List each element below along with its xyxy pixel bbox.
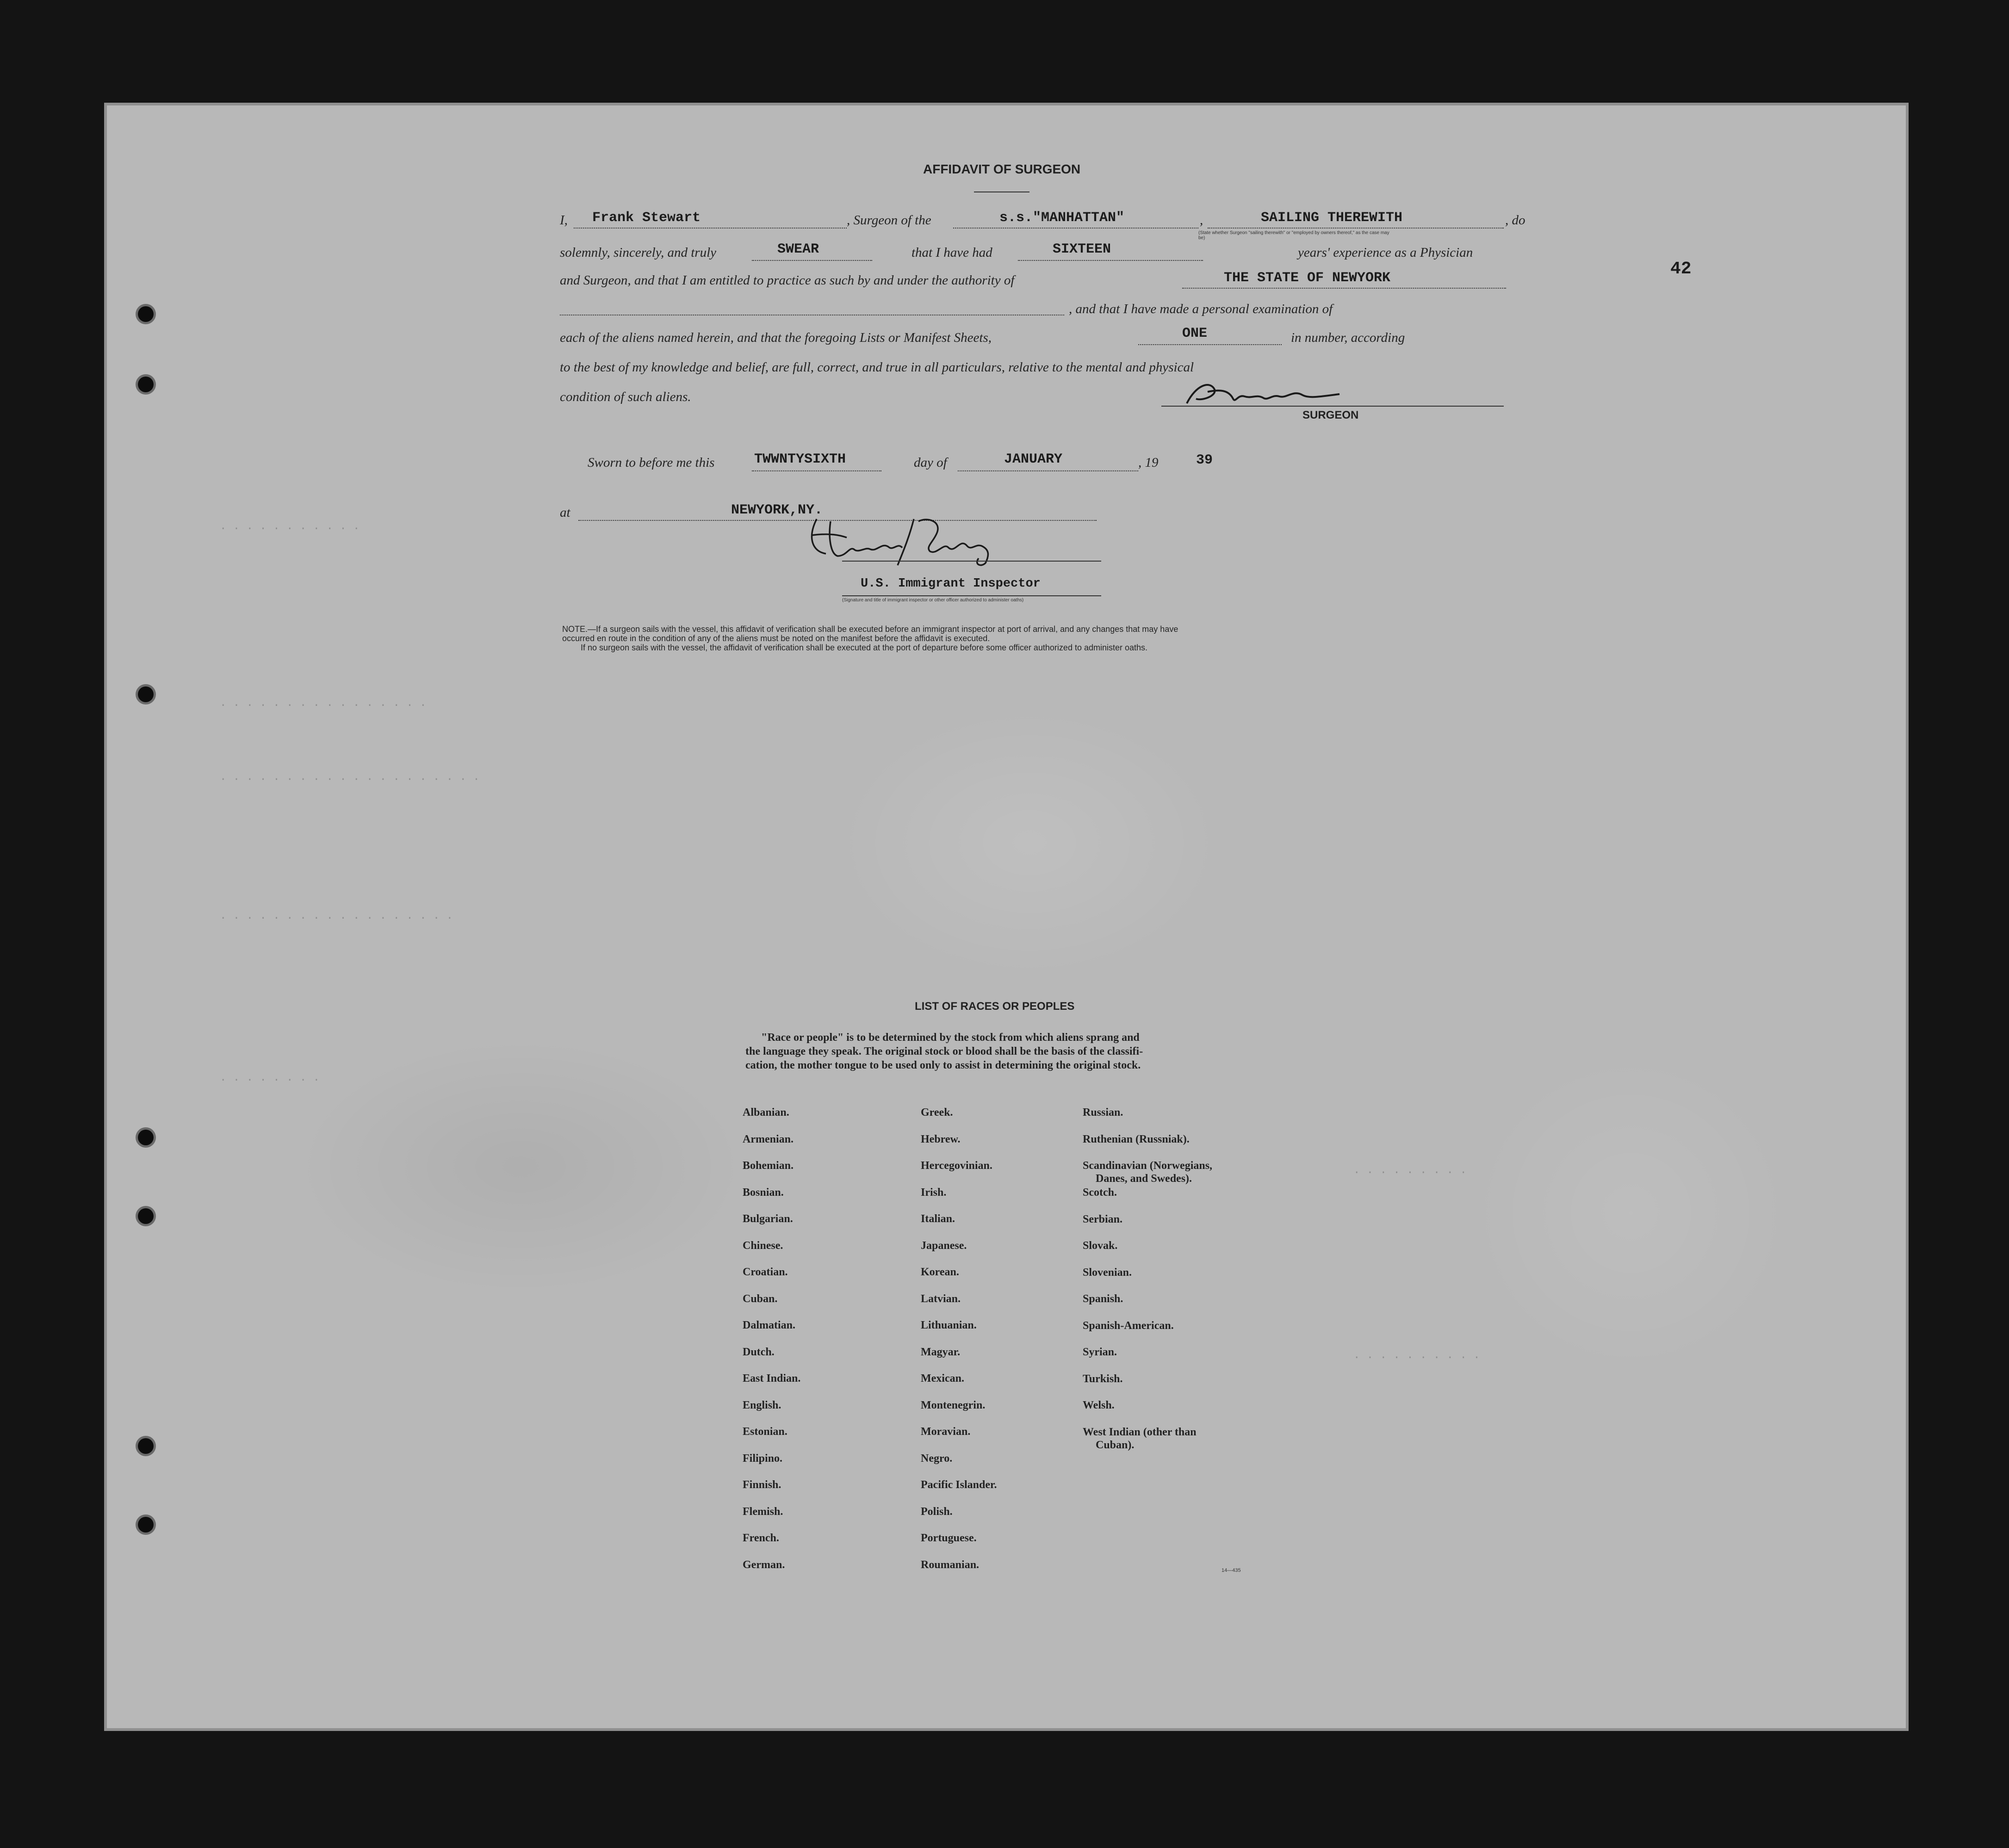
bleed-through-text: · · · · · · · · · · · · · · · · <box>220 699 427 712</box>
sheets-line <box>1138 344 1282 345</box>
sailing-status: SAILING THEREWITH <box>1261 210 1403 226</box>
page-number: 42 <box>1670 259 1692 279</box>
race-item: German. <box>743 1559 785 1571</box>
label-examination: , and that I have made a personal examination of <box>1069 302 1333 316</box>
sworn-year: 39 <box>1196 452 1213 468</box>
races-intro-1: "Race or people" is to be determined by the stock from which aliens sprang and <box>761 1032 1140 1044</box>
inspector-note: (Signature and title of immigrant inspector or other officer authorized to administer oaths) <box>842 598 1024 603</box>
inspector-title-line <box>842 595 1101 596</box>
race-item: Syrian. <box>1083 1346 1117 1358</box>
race-item: Bosnian. <box>743 1187 784 1199</box>
bleed-through-text: · · · · · · · · · · · <box>220 523 360 535</box>
bleed-through-text: · · · · · · · · <box>220 1074 320 1087</box>
race-item: Scandinavian (Norwegians, <box>1083 1160 1213 1172</box>
label-and-surgeon: and Surgeon, and that I am entitled to practice as such by and under the authority of <box>560 273 1015 288</box>
race-item: East Indian. <box>743 1372 801 1384</box>
race-item: Moravian. <box>921 1426 971 1438</box>
label-each-of-aliens: each of the aliens named herein, and that the foregoing Lists or Manifest Sheets, <box>560 330 992 345</box>
surgeon-label: SURGEON <box>1302 409 1359 421</box>
race-item: Ruthenian (Russniak). <box>1083 1133 1190 1145</box>
authority-line <box>1182 288 1506 289</box>
race-item: Hebrew. <box>921 1133 961 1145</box>
race-item: Slovak. <box>1083 1240 1118 1252</box>
race-item: Negro. <box>921 1452 953 1465</box>
race-item: Latvian. <box>921 1293 961 1305</box>
race-item: Cuban. <box>743 1293 778 1305</box>
race-item: Bulgarian. <box>743 1213 793 1225</box>
label-in-number: in number, according <box>1291 330 1405 345</box>
binder-hole <box>138 1208 154 1224</box>
race-item: Mexican. <box>921 1372 964 1384</box>
label-sworn-before: Sworn to before me this <box>588 455 715 470</box>
race-item: Japanese. <box>921 1240 967 1252</box>
binder-hole <box>138 377 154 392</box>
race-item: West Indian (other than <box>1083 1426 1197 1438</box>
race-item: Bohemian. <box>743 1160 794 1172</box>
race-item: Croatian. <box>743 1266 788 1278</box>
years-value: SIXTEEN <box>1053 241 1111 257</box>
race-item: Finnish. <box>743 1479 781 1491</box>
manifest-page <box>104 103 1909 1731</box>
surgeon-signature <box>1182 376 1349 413</box>
label-condition: condition of such aliens. <box>560 389 691 404</box>
race-item: Spanish-American. <box>1083 1320 1174 1332</box>
label-year-prefix: , 19 <box>1138 455 1159 470</box>
binder-hole <box>138 1438 154 1454</box>
race-item: Lithuanian. <box>921 1319 977 1331</box>
surgeon-name: Frank Stewart <box>592 210 701 226</box>
note-line-3: If no surgeon sails with the vessel, the affidavit of verification shall be executed at the port of departure before some officer authorized to administer oaths. <box>581 643 1148 652</box>
race-item: Armenian. <box>743 1133 794 1145</box>
sailing-line <box>1208 228 1504 229</box>
note-line-1: NOTE.—If a surgeon sails with the vessel, this affidavit of verification shall be executed before an immigrant inspector at port of arrival, and any changes that may have <box>562 624 1178 634</box>
race-item: Portuguese. <box>921 1532 977 1544</box>
inspector-signature-line <box>842 561 1101 562</box>
note-line-2: occurred en route in the condition of any of the aliens must be noted on the manifest before the affidavit is executed. <box>562 634 990 643</box>
bleed-through-text: · · · · · · · · · · · · · · · · · · <box>220 912 453 925</box>
label-surgeon-of: , Surgeon of the <box>847 213 931 228</box>
binder-hole <box>138 1517 154 1533</box>
surgeon-name-line <box>574 228 847 229</box>
oath-value: SWEAR <box>777 241 819 257</box>
race-item: Serbian. <box>1083 1213 1123 1225</box>
form-number: 14—435 <box>1222 1568 1241 1573</box>
race-item: Cuban). <box>1096 1439 1135 1451</box>
race-item: Dutch. <box>743 1346 775 1358</box>
sheets-value: ONE <box>1182 326 1208 341</box>
race-item: Danes, and Swedes). <box>1096 1173 1192 1185</box>
race-item: Flemish. <box>743 1506 783 1518</box>
race-item: Hercegovinian. <box>921 1160 992 1172</box>
authority-value: THE STATE OF NEWYORK <box>1224 270 1391 286</box>
sworn-place: NEWYORK,NY. <box>731 502 823 518</box>
race-item: Dalmatian. <box>743 1319 795 1331</box>
race-item: Chinese. <box>743 1240 783 1252</box>
state-note: (State whether Surgeon "sailing therewith" or "employed by owners thereof," as the case may be) <box>1198 230 1389 241</box>
race-item: Filipino. <box>743 1452 783 1465</box>
label-comma: , <box>1200 213 1203 228</box>
race-item: Welsh. <box>1083 1399 1115 1411</box>
bleed-through-text: · · · · · · · · · · · · · · · · · · · · <box>220 773 480 786</box>
races-title: LIST OF RACES OR PEOPLES <box>915 1000 1075 1013</box>
years-line <box>1018 260 1203 261</box>
binder-hole <box>138 1130 154 1145</box>
surgeon-signature-line <box>1161 406 1504 407</box>
label-years-experience: years' experience as a Physician <box>1298 245 1473 260</box>
race-item: Montenegrin. <box>921 1399 986 1411</box>
label-that-i-have-had: that I have had <box>911 245 992 260</box>
race-item: Spanish. <box>1083 1293 1123 1305</box>
race-item: Irish. <box>921 1187 947 1199</box>
race-item: Italian. <box>921 1213 955 1225</box>
label-solemnly: solemnly, sincerely, and truly <box>560 245 717 260</box>
bleed-through-text: · · · · · · · · · <box>1353 1167 1467 1179</box>
label-do: , do <box>1505 213 1525 228</box>
sworn-month-line <box>958 470 1138 471</box>
label-i: I, <box>560 213 568 228</box>
ship-line <box>953 228 1198 229</box>
sworn-month: JANUARY <box>1004 451 1063 467</box>
bleed-through-text: · · · · · · · · · · <box>1353 1352 1480 1364</box>
race-item: Estonian. <box>743 1426 787 1438</box>
races-intro-3: cation, the mother tongue to be used only to assist in determining the original stock. <box>745 1059 1141 1071</box>
race-item: Pacific Islander. <box>921 1479 997 1491</box>
race-item: Turkish. <box>1083 1373 1123 1385</box>
race-item: Russian. <box>1083 1106 1123 1119</box>
race-item: Greek. <box>921 1106 953 1119</box>
inspector-title: U.S. Immigrant Inspector <box>861 577 1041 591</box>
ship-name: s.s."MANHATTAN" <box>999 210 1125 226</box>
race-item: Albanian. <box>743 1106 789 1119</box>
binder-hole <box>138 306 154 322</box>
affidavit-title: AFFIDAVIT OF SURGEON <box>923 162 1081 176</box>
oath-line <box>752 260 872 261</box>
sworn-day-line <box>752 470 881 471</box>
race-item: English. <box>743 1399 781 1411</box>
race-item: Roumanian. <box>921 1559 980 1571</box>
race-item: Korean. <box>921 1266 959 1278</box>
sworn-day: TWWNTYSIXTH <box>754 451 846 467</box>
race-item: French. <box>743 1532 779 1544</box>
race-item: Slovenian. <box>1083 1267 1132 1279</box>
race-item: Magyar. <box>921 1346 961 1358</box>
label-best-of: to the best of my knowledge and belief, are full, correct, and true in all particulars, relative to the mental and physical <box>560 360 1194 375</box>
label-day-of: day of <box>914 455 947 470</box>
label-at: at <box>560 505 570 520</box>
races-intro-2: the language they speak. The original stock or blood shall be the basis of the classifi- <box>745 1045 1143 1057</box>
race-item: Scotch. <box>1083 1187 1117 1199</box>
binder-hole <box>138 686 154 702</box>
race-item: Polish. <box>921 1506 953 1518</box>
